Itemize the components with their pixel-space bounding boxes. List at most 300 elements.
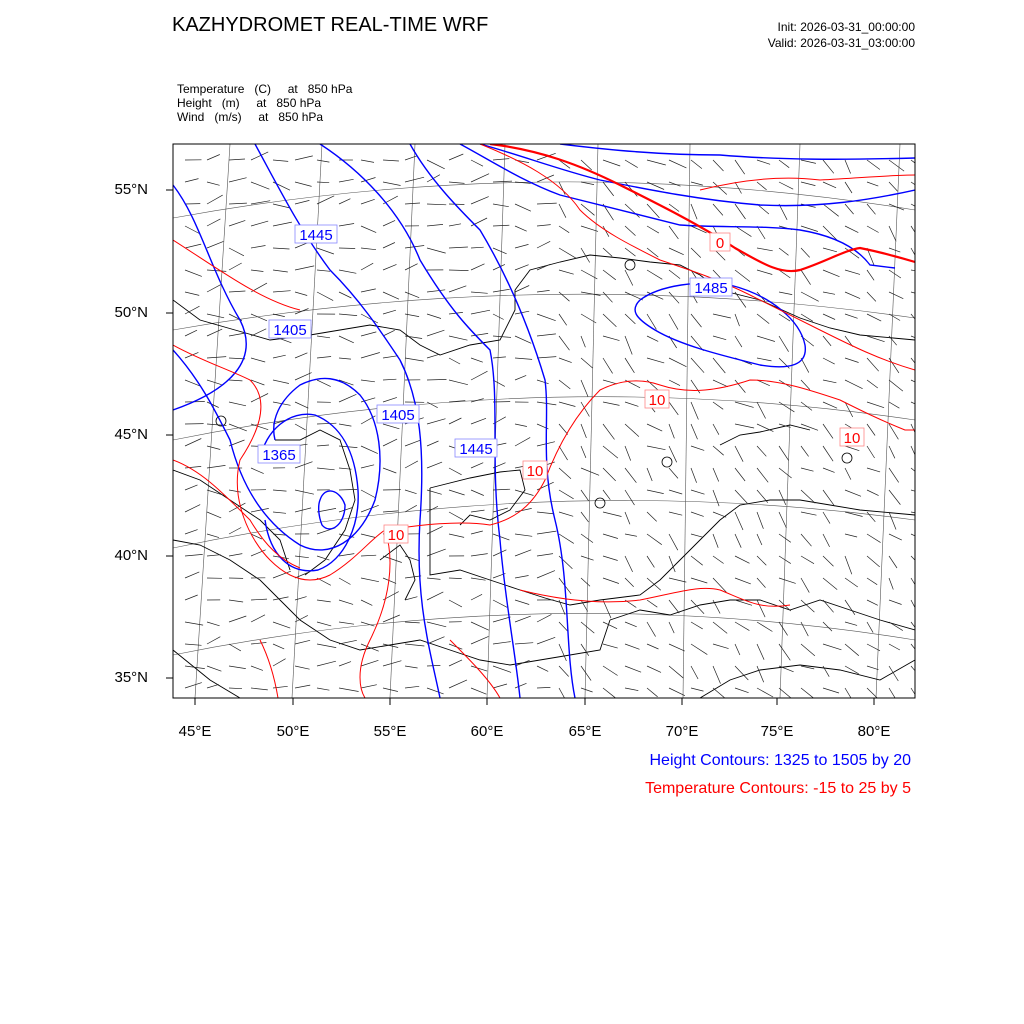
wind-barb [911, 160, 923, 169]
wind-barb [273, 160, 288, 161]
wind-barb [317, 508, 336, 512]
wind-barb [625, 644, 640, 649]
wind-barb [295, 572, 310, 579]
wind-barb [471, 371, 488, 380]
wind-barb [867, 160, 880, 170]
wind-barb [207, 219, 220, 226]
wind-barb [669, 490, 682, 494]
wind-barb [229, 688, 242, 689]
wind-barb [779, 292, 792, 295]
wind-barb [339, 508, 353, 513]
wind-barb [845, 622, 857, 625]
wind-barb [405, 177, 424, 182]
wind-barb [383, 356, 398, 358]
wind-barb [383, 511, 398, 512]
wind-barb [185, 622, 203, 625]
wind-barb [911, 556, 922, 568]
wind-barb [603, 358, 613, 373]
wind-barb [185, 352, 198, 358]
wind-barb [449, 600, 462, 607]
wind-barb [867, 666, 879, 670]
wind-barb [801, 468, 814, 471]
wind-barb [229, 528, 241, 535]
wind-barb [581, 446, 586, 458]
wind-barb [625, 688, 638, 691]
wind-barb [801, 644, 815, 656]
wind-barb [537, 637, 555, 644]
wind-barb [339, 688, 359, 692]
wind-barb [493, 508, 508, 512]
wind-barb [405, 622, 420, 623]
wind-barb [647, 336, 658, 341]
wind-barb [405, 264, 418, 270]
wind-barb [383, 468, 396, 473]
map-title: KAZHYDROMET REAL-TIME WRF [172, 14, 489, 36]
wind-barb [757, 402, 766, 419]
wind-barb [823, 182, 836, 188]
wind-barb [229, 490, 241, 492]
wind-barb [537, 290, 550, 292]
temp-label: 0 [715, 235, 725, 252]
lat-label: 50°N [114, 304, 148, 321]
wind-barb [317, 182, 329, 183]
wind-barb [647, 534, 662, 545]
wind-barb [185, 554, 203, 556]
wind-barb [361, 490, 376, 498]
wind-barb [889, 468, 899, 482]
wind-barb [669, 292, 679, 303]
temp-label: 10 [843, 430, 861, 447]
wind-barb [361, 332, 376, 336]
lon-label: 60°E [470, 723, 504, 740]
wind-barb [735, 490, 747, 503]
wind-barb [427, 160, 445, 169]
wind-barb [581, 402, 589, 417]
wind-barb [691, 556, 703, 565]
wind-barb [867, 270, 874, 280]
wind-barb [757, 622, 772, 632]
wind-barb [471, 358, 483, 362]
wind-barb [779, 314, 790, 321]
wind-barb [229, 248, 244, 256]
wind-barb [867, 468, 880, 472]
wind-barb [207, 446, 220, 450]
wind-barb [207, 380, 222, 385]
wind-barb [779, 490, 786, 505]
wind-barb [405, 490, 417, 494]
wind-barb [295, 292, 307, 296]
wind-barb [603, 248, 612, 256]
wind-barb [339, 336, 354, 343]
wind-barb [405, 440, 421, 446]
wind-barb [669, 226, 678, 239]
wind-barb [823, 468, 835, 472]
wind-barb [207, 195, 223, 204]
wind-barb [185, 572, 199, 578]
wind-barb [559, 336, 570, 350]
wind-barb [449, 336, 468, 340]
lon-label: 80°E [857, 723, 891, 740]
wind-barb [427, 224, 443, 226]
wind-barb [603, 424, 615, 439]
wind-barb [449, 358, 460, 364]
wind-barb [691, 182, 703, 185]
wind-barb [735, 336, 742, 347]
wind-barb [757, 644, 764, 660]
wind-barb [251, 508, 269, 512]
wind-barb [427, 462, 442, 468]
wind-barb [273, 659, 286, 666]
wind-barb [845, 182, 852, 193]
wind-barb [295, 353, 307, 358]
wind-barb [317, 468, 335, 470]
wind-barb [537, 203, 557, 204]
wind-barb [889, 512, 896, 530]
height-label: 1365 [262, 447, 296, 464]
lon-label: 50°E [276, 723, 310, 740]
wind-barb [625, 424, 639, 437]
wind-barb [361, 465, 374, 468]
wind-barb [647, 204, 659, 218]
wind-barb [735, 182, 742, 194]
wind-barb [515, 424, 527, 427]
wind-barb [295, 402, 308, 408]
wind-barb [691, 468, 697, 483]
wind-barb [911, 468, 923, 478]
wind-barb [449, 418, 461, 424]
wind-barb [207, 684, 219, 688]
wind-barb [493, 289, 510, 292]
wind-barb [867, 380, 878, 388]
wind-barb [185, 505, 200, 512]
wind-barb [823, 424, 833, 438]
wind-barb [603, 336, 620, 341]
wind-barb [229, 424, 247, 431]
wind-barb [779, 446, 789, 460]
wind-barb [625, 292, 643, 300]
wind-barb [559, 556, 572, 569]
wind-barb [185, 270, 202, 276]
wind-barb [207, 555, 221, 556]
wind-barb [493, 550, 506, 556]
wind-barb [185, 683, 202, 688]
wind-barb [515, 336, 531, 343]
wind-barb [427, 354, 440, 358]
wind-barb [273, 380, 289, 384]
wind-barb [581, 380, 588, 397]
wind-barb [427, 379, 447, 380]
wind-barb [361, 534, 375, 537]
wind-barb [625, 534, 637, 536]
wind-barb [647, 512, 657, 521]
wind-barb [207, 512, 221, 518]
wind-barb [823, 204, 839, 216]
wind-barb [361, 660, 378, 666]
wind-barb [515, 226, 527, 231]
height-label: 1485 [694, 280, 728, 297]
wind-barb [691, 204, 697, 219]
wind-barb [273, 222, 292, 226]
wind-barb [339, 314, 357, 316]
wind-barb [229, 358, 245, 359]
temp-label: 10 [387, 527, 405, 544]
wind-barb [229, 333, 245, 336]
wind-barb [559, 644, 566, 661]
wind-barb [581, 204, 595, 215]
wind-barb [317, 292, 333, 301]
wind-barb [427, 330, 444, 336]
wind-barb [559, 688, 568, 703]
wind-barb [339, 662, 351, 666]
wind-barb [361, 380, 375, 382]
wind-barb [823, 336, 831, 346]
wind-barb [251, 666, 263, 670]
wind-barb [383, 292, 399, 299]
wind-barb [757, 358, 772, 361]
wind-barb [383, 556, 402, 563]
wind-barb [691, 600, 704, 614]
wind-barb [625, 446, 631, 461]
wind-barb [823, 358, 835, 364]
height-label: 1405 [381, 407, 415, 424]
wind-barb [845, 556, 852, 574]
wind-barb [911, 490, 925, 494]
wind-barb [801, 556, 814, 564]
wind-barb [537, 334, 556, 336]
wind-barb [251, 688, 268, 690]
wind-barb [559, 468, 571, 479]
wind-barb [889, 248, 900, 252]
wind-barb [251, 424, 268, 430]
wind-barb [779, 182, 793, 189]
wind-barb [691, 666, 698, 679]
wind-barb [801, 512, 817, 515]
wind-barb [603, 534, 618, 539]
wind-barb [889, 402, 899, 408]
wind-barb [405, 358, 424, 361]
wind-barb [537, 314, 556, 321]
wind-barb [625, 336, 632, 355]
wind-barb [427, 526, 443, 534]
wind-barb [713, 182, 727, 195]
wind-barb [405, 666, 418, 668]
wind-barb [867, 424, 875, 436]
wind-barb [317, 445, 329, 446]
wind-barb [559, 358, 572, 363]
wind-barb [339, 394, 356, 402]
wind-barb [207, 241, 223, 248]
wind-barb [405, 336, 422, 339]
wind-barb [603, 270, 616, 280]
wind-barb [427, 248, 446, 253]
wind-barb [669, 446, 677, 462]
wind-barb [647, 688, 658, 697]
wind-barb [317, 270, 330, 271]
wind-barb [559, 534, 574, 543]
wind-barb [625, 556, 633, 572]
wind-barb [559, 446, 568, 460]
field-temperature: Temperature (C) at 850 hPa [177, 82, 353, 96]
lon-label: 75°E [760, 723, 794, 740]
wind-barb [229, 644, 241, 651]
wind-barb [779, 204, 787, 220]
wind-barb [207, 182, 220, 185]
lon-label: 45°E [178, 723, 212, 740]
wind-barb [493, 684, 507, 688]
wind-barb [515, 550, 531, 556]
wind-barb [823, 160, 834, 173]
zero-degree-contour [490, 144, 915, 271]
wind-barb [757, 556, 766, 565]
wind-barb [625, 270, 633, 286]
wind-barb [273, 644, 284, 649]
wind-barb [823, 666, 829, 677]
wind-barb [361, 685, 377, 688]
wind-barb [383, 220, 395, 226]
lat-label: 40°N [114, 547, 148, 564]
wind-barb [383, 424, 399, 429]
wind-barb [207, 329, 222, 336]
wind-barb [493, 642, 511, 644]
wind-barb [603, 644, 618, 648]
wind-barb [691, 446, 704, 450]
wind-barb [845, 468, 851, 480]
wind-barb [647, 248, 658, 257]
wind-barb [295, 266, 314, 270]
wind-barb [669, 270, 680, 279]
temperature-contour-legend: Temperature Contours: -15 to 25 by 5 [645, 780, 911, 797]
wind-barb [867, 600, 878, 605]
wind-barb [405, 556, 419, 561]
wind-barb [603, 292, 613, 302]
wind-barb [625, 622, 637, 627]
wind-barb [559, 490, 574, 499]
wind-barb [559, 424, 568, 435]
temp-label: 10 [648, 392, 666, 409]
wind-barb [889, 270, 901, 278]
wind-barb [295, 685, 310, 688]
wind-barb [669, 512, 682, 515]
wind-barb [361, 289, 376, 292]
wind-barb [867, 578, 877, 585]
wind-barb [845, 644, 859, 656]
wind-barb [867, 446, 875, 458]
wind-barb [889, 666, 898, 681]
wind-barb [185, 530, 198, 534]
wind-barb [493, 225, 509, 226]
wind-barb [735, 688, 749, 693]
wind-barb [471, 490, 484, 496]
wind-barb [493, 204, 509, 207]
wind-barb [449, 204, 464, 205]
wind-barb [295, 508, 311, 512]
wind-barb [493, 617, 511, 622]
wind-barb [471, 594, 482, 600]
wind-barb [603, 622, 617, 629]
wind-barb [735, 314, 740, 326]
wind-barb [427, 592, 443, 600]
wind-barb [823, 622, 832, 631]
wind-barb [603, 380, 617, 384]
wind-barb [229, 554, 242, 556]
wind-barb [713, 666, 721, 684]
wind-barb [383, 397, 397, 402]
wind-barb [581, 600, 588, 612]
wind-barb [713, 512, 726, 517]
wind-barb [647, 314, 656, 329]
wind-barb [603, 468, 616, 481]
wind-barb [295, 640, 310, 644]
wind-barb [889, 226, 896, 241]
wind-barb [361, 578, 379, 582]
wind-barb [537, 687, 550, 688]
wind-barb [471, 554, 488, 556]
wind-barb [185, 179, 199, 182]
wind-barb [691, 644, 707, 655]
wind-barb [383, 160, 399, 161]
wind-barb [801, 534, 812, 546]
wind-barb [537, 531, 556, 534]
height-contour-legend: Height Contours: 1325 to 1505 by 20 [649, 752, 911, 769]
wind-barb [647, 358, 664, 363]
wind-barb [229, 402, 246, 406]
wind-barb [779, 402, 794, 412]
wind-barb [361, 160, 374, 162]
wind-barb [537, 241, 550, 248]
wind-barb [669, 534, 678, 550]
wind-barb [713, 314, 731, 318]
wind-barb [757, 446, 766, 456]
wind-barb [383, 379, 396, 380]
wind-barb [515, 244, 529, 248]
wind-barb [713, 534, 718, 548]
wind-barb [251, 468, 264, 474]
wind-barb [317, 160, 329, 162]
wind-barb [669, 402, 678, 415]
wind-barb [691, 358, 704, 373]
wind-barb [537, 264, 550, 270]
wind-barb [515, 643, 533, 644]
wind-barb [449, 644, 462, 649]
wind-barb [735, 204, 746, 219]
wind-barb [207, 622, 220, 626]
wind-barb [911, 534, 928, 542]
wind-barb [471, 310, 490, 314]
wind-barb [493, 159, 509, 160]
wind-barb [361, 248, 376, 250]
wind-barb [559, 270, 574, 274]
wind-barb [691, 248, 701, 258]
wind-barb [537, 614, 551, 622]
wind-barb [559, 666, 569, 677]
wind-barb [625, 490, 635, 505]
wind-barb [669, 644, 685, 651]
wind-barb [823, 402, 837, 408]
wind-barb [713, 688, 728, 701]
wind-barb [735, 468, 745, 481]
wind-barb [251, 270, 263, 272]
wind-barb [713, 358, 725, 373]
wind-barb [493, 181, 512, 182]
wind-barb [889, 204, 904, 210]
wind-barb [735, 270, 750, 282]
wind-barb [559, 600, 565, 615]
wind-barb [845, 490, 861, 496]
wind-barb [339, 600, 353, 604]
wind-barb [339, 179, 354, 182]
wind-barb [757, 600, 765, 617]
wind-barb [603, 182, 614, 196]
